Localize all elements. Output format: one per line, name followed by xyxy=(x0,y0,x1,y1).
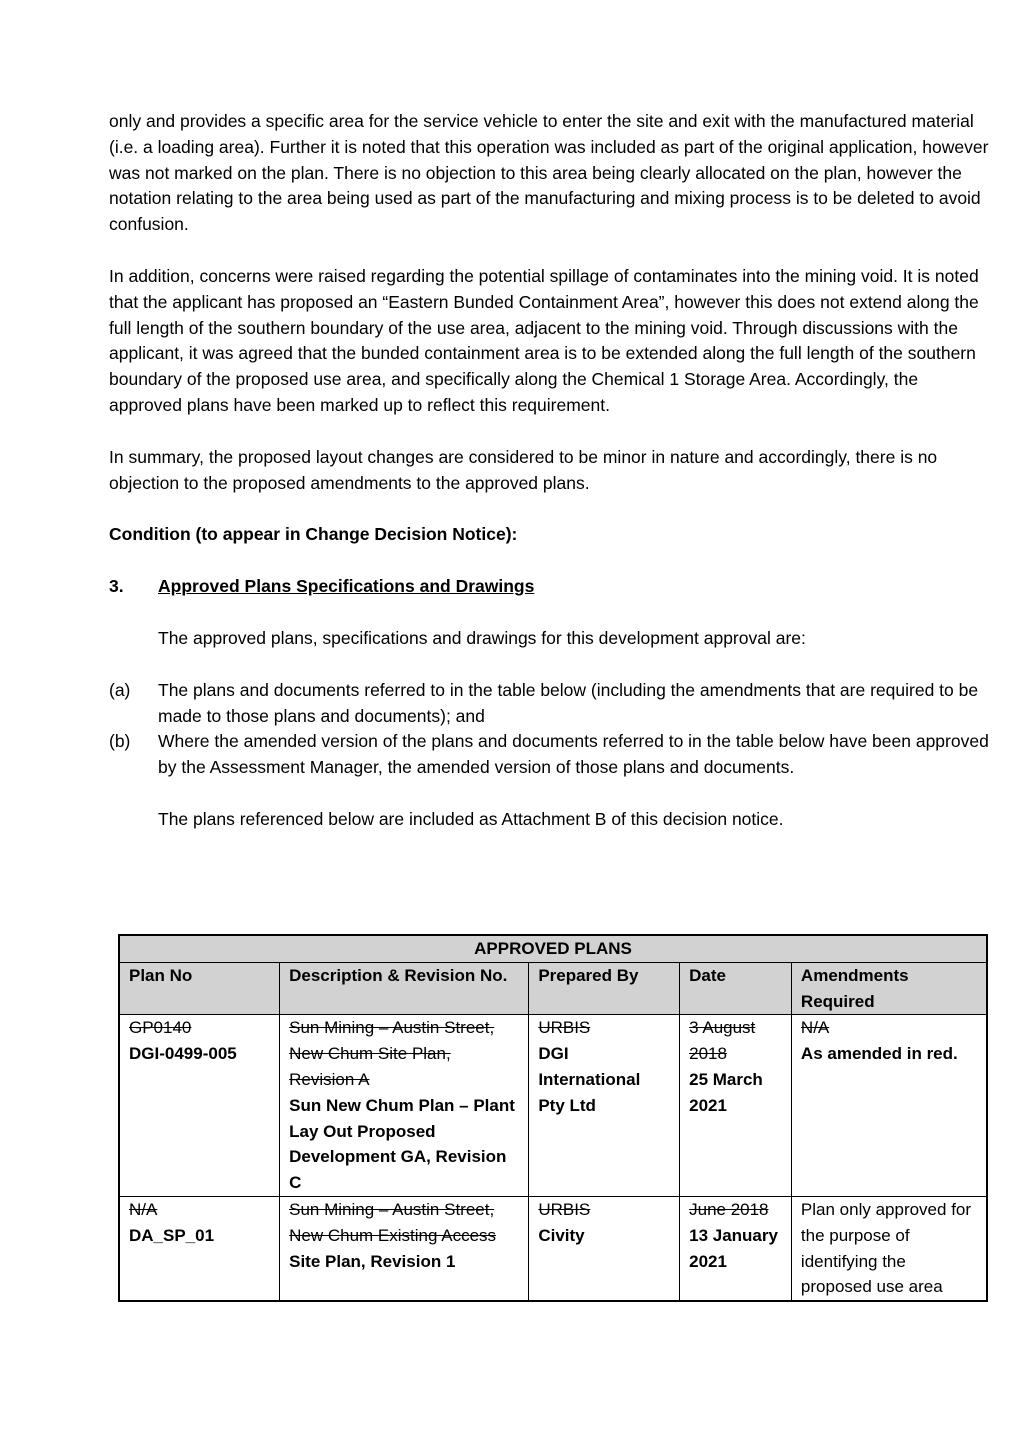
list-item-label: (b) xyxy=(109,731,131,752)
cell-description xyxy=(280,1196,529,1301)
section-intro: The approved plans, specifications and drawings for this development approval are: xyxy=(158,627,806,648)
approved-plans-table xyxy=(118,934,988,1302)
cell-prepared-by xyxy=(529,1196,680,1301)
new-plan-no: DA_SP_01 xyxy=(129,1225,215,1245)
document-page xyxy=(109,109,989,833)
new-plan-no: DGI-0499-005 xyxy=(129,1044,237,1064)
header-description: Description & Revision No. xyxy=(280,962,529,1015)
condition-heading: Condition (to appear in Change Decision Notice): xyxy=(109,524,518,545)
header-date: Date xyxy=(680,962,792,1015)
deleted-date: 3 August 2018 xyxy=(689,1018,756,1064)
deleted-amendments: N/A xyxy=(800,1018,830,1038)
list-item xyxy=(109,729,989,781)
new-description: Site Plan, Revision 1 xyxy=(289,1251,456,1271)
deleted-description: Sun Mining – Austin Street, New Chum Existing Access xyxy=(289,1199,497,1245)
new-date: 25 March 2021 xyxy=(689,1069,763,1115)
new-prepared-by: Civity xyxy=(538,1225,585,1245)
section-title: Approved Plans Specifications and Drawings xyxy=(158,576,535,597)
cell-description xyxy=(280,1015,529,1197)
deleted-description: Sun Mining – Austin Street, New Chum Site Plan, Revision A xyxy=(289,1018,495,1089)
header-prepared-by: Prepared By xyxy=(529,962,680,1015)
cell-plan-no xyxy=(119,1015,280,1197)
section-number: 3. xyxy=(109,576,124,597)
deleted-plan-no: GP0140 xyxy=(129,1018,192,1038)
new-amendments: As amended in red. xyxy=(800,1044,958,1064)
deleted-date: June 2018 xyxy=(689,1199,769,1219)
cell-plan-no xyxy=(119,1196,280,1301)
list-item-text: The plans and documents referred to in the table below (including the amendments that are required to be made to those plans and documents); and xyxy=(158,679,979,726)
cell-prepared-by xyxy=(529,1015,680,1197)
list-item-label: (a) xyxy=(109,679,131,700)
deleted-plan-no: N/A xyxy=(129,1199,158,1219)
deleted-prepared-by: URBIS xyxy=(538,1018,591,1038)
list-item xyxy=(109,678,989,730)
list-item-text: Where the amended version of the plans and documents referred to in the table below have been approved by the Assessment Manager, the amended version of those plans and documents. xyxy=(158,731,989,778)
table-row xyxy=(119,1196,987,1301)
header-amendments: Amendments Required xyxy=(791,962,987,1015)
cell-amendments xyxy=(791,1196,987,1301)
paragraph-summary: In summary, the proposed layout changes are considered to be minor in nature and accordingly, there is no objection to the proposed amendments to the approved plans. xyxy=(109,446,938,493)
new-prepared-by: DGI International Pty Ltd xyxy=(538,1044,641,1115)
cell-amendments xyxy=(791,1015,987,1197)
header-plan-no: Plan No xyxy=(119,962,280,1015)
new-date: 13 January 2021 xyxy=(689,1225,778,1271)
table-row xyxy=(119,1015,987,1197)
table-header-row xyxy=(119,962,987,1015)
cell-date xyxy=(680,1196,792,1301)
new-description: Sun New Chum Plan – Plant Lay Out Proposed Development GA, Revision C xyxy=(289,1095,515,1193)
paragraph-containment: In addition, concerns were raised regarding the potential spillage of contaminates into the mining void. It is noted that the applicant has proposed an “Eastern Bunded Containment Area”, however this does not extend along the full length of the southern boundary of the use area, adjacent to the mining void. Through discussions with the applicant, it was agreed that the bunded containment area is to be extended along the full length of the southern boundary of the proposed use area, and specifically along the Chemical 1 Storage Area. Accordingly, the approved plans have been marked up to reflect this requirement. xyxy=(109,265,979,415)
attachment-note: The plans referenced below are included as Attachment B of this decision notice. xyxy=(158,808,784,829)
new-amendments: Plan only approved for the purpose of identifying the proposed use area xyxy=(800,1199,972,1297)
table-title: APPROVED PLANS xyxy=(119,935,987,962)
deleted-prepared-by: URBIS xyxy=(538,1199,591,1219)
cell-date xyxy=(680,1015,792,1197)
section-heading xyxy=(109,574,989,600)
paragraph-loading-area: only and provides a specific area for the service vehicle to enter the site and exit with the manufactured material (i.e. a loading area). Further it is noted that this operation was included as part of the original application, however was not marked on the plan. There is no objection to this area being clearly allocated on the plan, however the notation relating to the area being used as part of the manufacturing and mixing process is to be deleted to avoid confusion. xyxy=(109,111,989,235)
